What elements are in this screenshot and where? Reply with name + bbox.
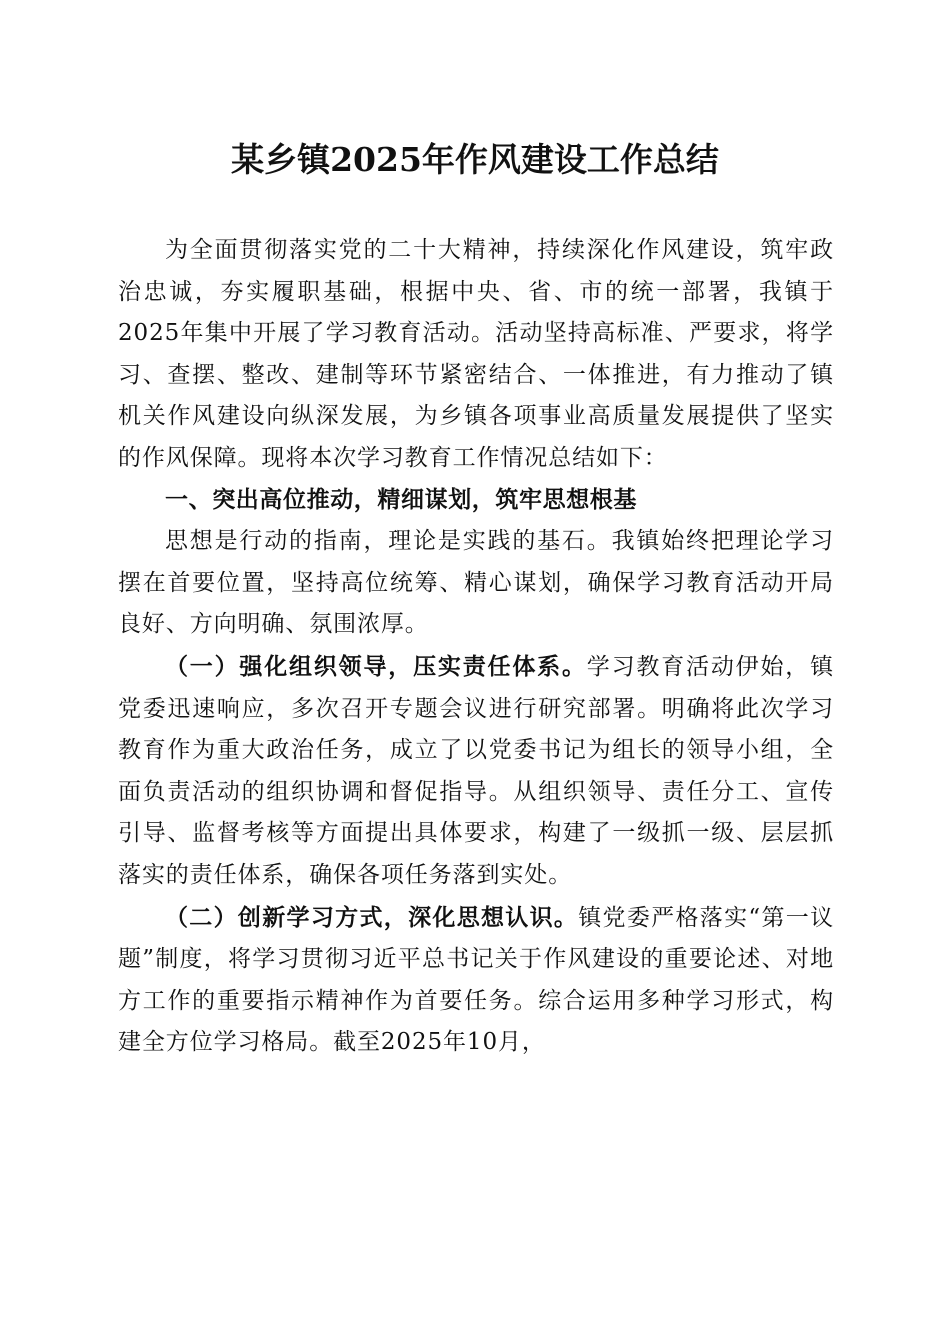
subsection-1-paragraph: [118, 646, 834, 897]
document-title: 某乡镇2025年作风建设工作总结: [231, 140, 719, 179]
subsection-2-lead: （二）创新学习方式，深化思想认识。: [165, 903, 579, 931]
subsection-1-lead: （一）强化组织领导，压实责任体系。: [165, 652, 587, 680]
section-heading-1: 一、突出高位推动，精细谋划，筑牢思想根基: [165, 486, 637, 513]
subsection-2-text: 镇党委严格落实“第一议题”制度，将学习贯彻习近平总书记关于作风建设的重要论述、对地方工作的重要指示精神作为首要任务。综合运用多种学习形式，构建全方位学习格局。截至2025年10月，: [118, 904, 834, 1056]
document-body: [118, 230, 834, 1064]
subsection-2-paragraph: [118, 897, 834, 1064]
section-1-intro-paragraph: 思想是行动的指南，理论是实践的基石。我镇始终把理论学习摆在首要位置，坚持高位统筹、精心谋划，确保学习教育活动开局良好、方向明确、氛围浓厚。: [118, 528, 834, 638]
subsection-1-text: 学习教育活动伊始，镇党委迅速响应，多次召开专题会议进行研究部署。明确将此次学习教育作为重大政治任务，成立了以党委书记为组长的领导小组，全面负责活动的组织协调和督促指导。从组织领导、责任分工、宣传引导、监督考核等方面提出具体要求，构建了一级抓一级、层层抓落实的责任体系，确保各项任务落到实处。: [118, 653, 834, 888]
intro-paragraph: 为全面贯彻落实党的二十大精神，持续深化作风建设，筑牢政治忠诚，夯实履职基础，根据中央、省、市的统一部署，我镇于2025年集中开展了学习教育活动。活动坚持高标准、严要求，将学习、查摆、整改、建制等环节紧密结合、一体推进，有力推动了镇机关作风建设向纵深发展，为乡镇各项事业高质量发展提供了坚实的作风保障。现将本次学习教育工作情况总结如下：: [118, 237, 834, 471]
